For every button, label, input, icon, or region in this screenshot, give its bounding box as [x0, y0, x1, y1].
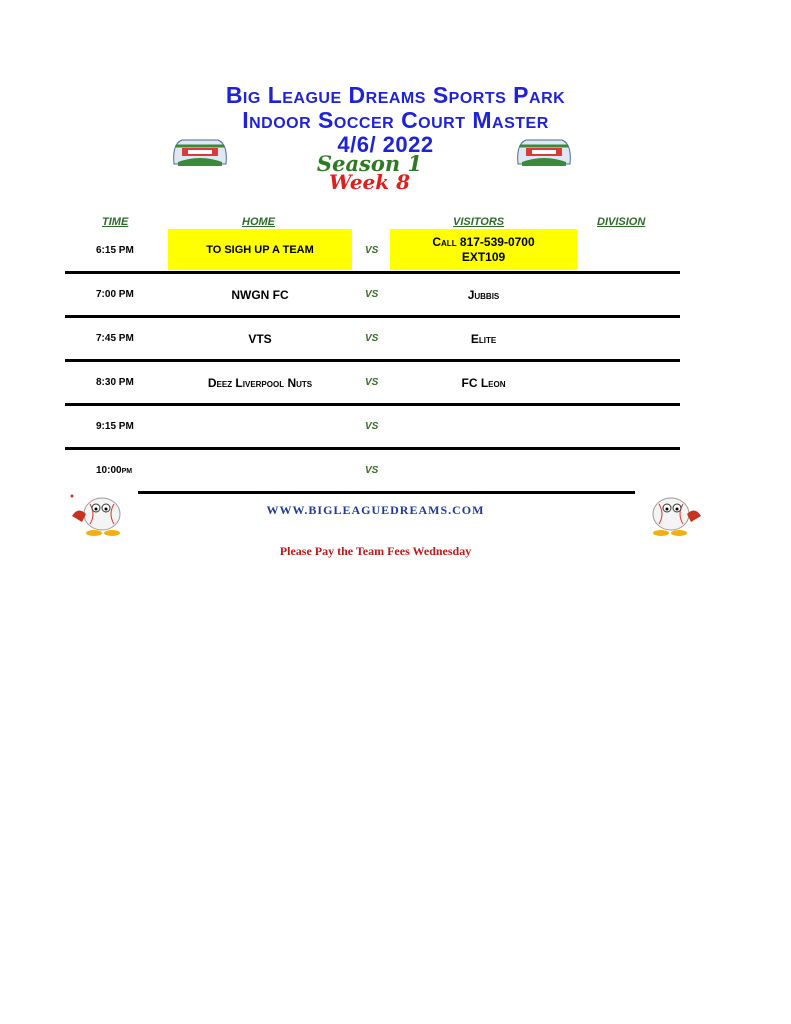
- website-link[interactable]: WWW.BIGLEAGUEDREAMS.COM: [266, 503, 485, 517]
- vs-label: VS: [365, 333, 379, 344]
- column-header-division: DIVISION: [597, 216, 646, 228]
- game-time: 6:15 PM: [96, 245, 134, 256]
- home-team: NWGN FC: [231, 288, 289, 302]
- park-title: Big League Dreams Sports Park: [225, 82, 566, 108]
- season-label: Season 1: [316, 151, 423, 176]
- stadium-logo-icon: [514, 134, 574, 170]
- home-team: VTS: [248, 332, 272, 346]
- visitors-team: FC Leon: [461, 376, 506, 390]
- visitors-team: Call 817-539-0700 EXT109: [432, 235, 535, 264]
- visitors-team: Jubbis: [467, 288, 500, 302]
- vs-label: VS: [365, 245, 379, 256]
- vs-label: VS: [365, 289, 379, 300]
- table-row: [0, 229, 791, 273]
- column-header-visitors: VISITORS: [453, 216, 505, 228]
- column-header-time: TIME: [102, 216, 129, 228]
- court-title: Indoor Soccer Court Master: [242, 107, 549, 133]
- game-time: 8:30 PM: [96, 377, 134, 388]
- game-time: 7:45 PM: [96, 333, 134, 344]
- vs-label: VS: [365, 421, 379, 432]
- fees-notice: Please Pay the Team Fees Wednesday: [279, 544, 472, 558]
- vs-label: VS: [365, 377, 379, 388]
- table-row: [0, 274, 791, 318]
- game-time: 9:15 PM: [96, 421, 134, 432]
- table-row: [0, 362, 791, 406]
- table-row: [0, 318, 791, 362]
- column-header-home: HOME: [242, 216, 275, 228]
- stadium-logo-icon: [170, 134, 230, 170]
- home-team: TO SIGH UP A TEAM: [206, 244, 314, 256]
- vs-label: VS: [365, 465, 379, 476]
- home-team: Deez Liverpool Nuts: [207, 376, 313, 390]
- table-row: [0, 406, 791, 450]
- week-label: Week 8: [328, 170, 410, 194]
- schedule-date: 4/6/ 2022: [337, 132, 434, 157]
- visitors-team: Elite: [470, 332, 497, 346]
- row-divider: [138, 491, 635, 494]
- table-row: [0, 450, 791, 494]
- game-time: 7:00 PM: [96, 289, 134, 300]
- game-time: 10:00pm: [96, 465, 133, 476]
